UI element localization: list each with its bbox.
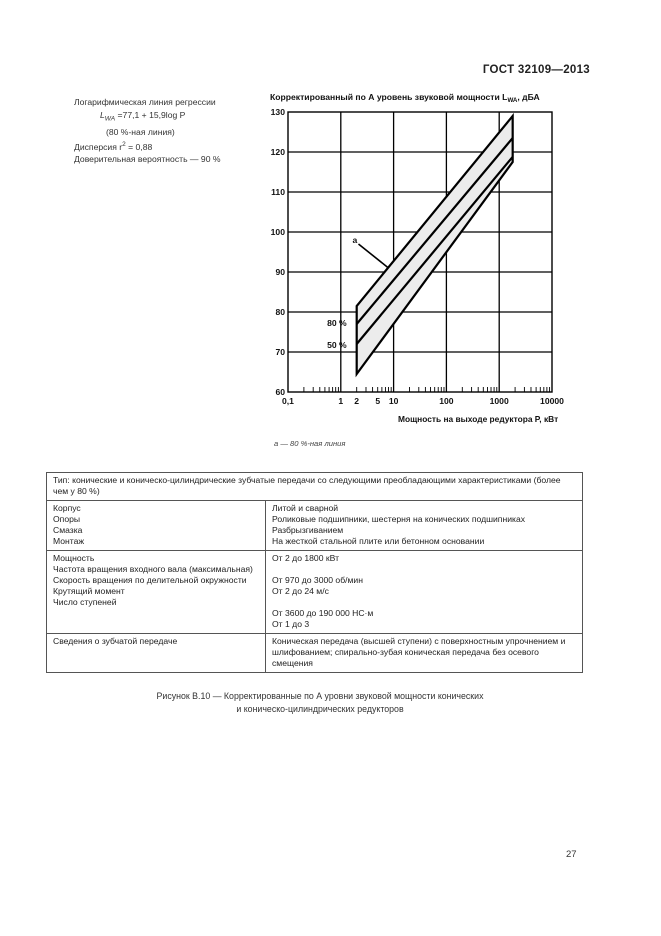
- label-mounting: Монтаж: [53, 536, 85, 546]
- regression-stats: [74, 96, 221, 166]
- label-stages: Число ступеней: [53, 597, 117, 607]
- annotation-label: a: [352, 235, 358, 245]
- line-50-percent: [357, 157, 513, 344]
- x-tick-label: 10000: [540, 396, 564, 406]
- table-header-cell: Тип: конические и коническо-цилиндрические зубчатые передачи со следующими преобладающими характеристиками (более чем у 80 %): [47, 473, 583, 501]
- document-code: ГОСТ 32109—2013: [482, 64, 590, 76]
- value-housing: Литой и сварной: [272, 503, 339, 513]
- band-outline: [357, 116, 513, 374]
- x-tick-label: 0,1: [282, 396, 294, 406]
- x-tick-label: 100: [439, 396, 454, 406]
- table-cell-labels: [47, 634, 266, 673]
- table-cell-values: [266, 634, 583, 673]
- x-tick-label: 1: [338, 396, 344, 406]
- chart-title: Корректированный по А уровень звуковой мощности $L_{WA}$, дБА: [270, 92, 540, 104]
- table-cell-labels: [47, 551, 266, 634]
- table-row: [47, 634, 583, 673]
- caption-line-1: Рисунок В.10 — Корректированные по А уровни звуковой мощности конических: [156, 691, 484, 701]
- label-power: Мощность: [53, 553, 95, 563]
- value-gear-info: Коническая передача (высшей ступени) с поверхностным упрочнением и шлифованием; спирально-зубая коническая передача без осевого смещения: [272, 636, 566, 668]
- table-cell-labels: [47, 501, 266, 551]
- confidence-band: [357, 116, 513, 374]
- table-header-row: [47, 473, 583, 501]
- regression-formula: $L_{WA} =77,1 + 15,9\log$ P: [100, 109, 186, 123]
- regression-line-note: (80 %-ная линия): [106, 126, 175, 137]
- y-tick-labels: [271, 107, 286, 397]
- chart-note: а — 80 %-ная линия: [274, 439, 346, 448]
- label-housing: Корпус: [53, 503, 81, 513]
- series-label: 80 %: [327, 318, 347, 328]
- y-tick-label: 100: [270, 227, 285, 237]
- x-tick-label: 2: [354, 396, 360, 406]
- caption-line-2: и коническо-цилиндрических редукторов: [236, 704, 404, 714]
- y-tick-label: 110: [271, 187, 285, 197]
- x-tick-label: 5: [375, 396, 381, 406]
- value-power: От 2 до 1800 кВт: [272, 553, 340, 563]
- x-tick-label: 1000: [489, 396, 509, 406]
- table-row: [47, 551, 583, 634]
- y-tick-label: 90: [275, 267, 285, 277]
- label-torque: Крутящий момент: [53, 586, 125, 596]
- y-tick-label: 70: [275, 347, 285, 357]
- variance: Дисперсия $r^2 = 0,88$: [74, 140, 153, 152]
- value-stages: От 1 до 3: [272, 619, 310, 629]
- label-input-speed: Частота вращения входного вала (максимальная): [53, 564, 253, 574]
- y-tick-label: 130: [270, 107, 285, 117]
- value-torque: От 3600 до 190 000 НС·м: [272, 608, 374, 618]
- value-pitch-speed: От 2 до 24 м/с: [272, 586, 329, 596]
- x-tick-labels: [282, 396, 564, 406]
- value-input-speed: От 970 до 3000 об/мин: [272, 575, 363, 585]
- regression-title: Логарифмическая линия регрессии: [74, 97, 216, 107]
- label-lubrication: Смазка: [53, 525, 83, 535]
- value-bearings: Роликовые подшипники, шестерня на конических подшипниках: [272, 514, 526, 524]
- table-cell-values: [266, 501, 583, 551]
- table-row: [47, 501, 583, 551]
- label-bearings: Опоры: [53, 514, 81, 524]
- y-tick-label: 80: [275, 307, 285, 317]
- sound-power-chart: [262, 88, 582, 428]
- table-cell-values: [266, 551, 583, 634]
- value-mounting: На жесткой стальной плите или бетонном основании: [272, 536, 485, 546]
- page-number: 27: [566, 849, 577, 860]
- x-tick-label: 10: [388, 396, 399, 406]
- y-tick-label: 60: [275, 387, 285, 397]
- label-pitch-speed: Скорость вращения по делительной окружности: [53, 575, 247, 585]
- x-axis-label: Мощность на выходе редуктора P, кВт: [398, 414, 559, 424]
- confidence: Доверительная вероятность — 90 %: [74, 153, 221, 164]
- y-tick-label: 120: [270, 147, 285, 157]
- gearbox-properties-table: [46, 472, 583, 673]
- value-lubrication: Разбрызгиванием: [272, 525, 344, 535]
- line-80-percent: [357, 138, 513, 324]
- label-gear-info: Сведения о зубчатой передаче: [53, 636, 178, 646]
- annotation-leader: [358, 244, 388, 268]
- figure-caption: [80, 690, 560, 716]
- series-label: 50 %: [327, 340, 347, 350]
